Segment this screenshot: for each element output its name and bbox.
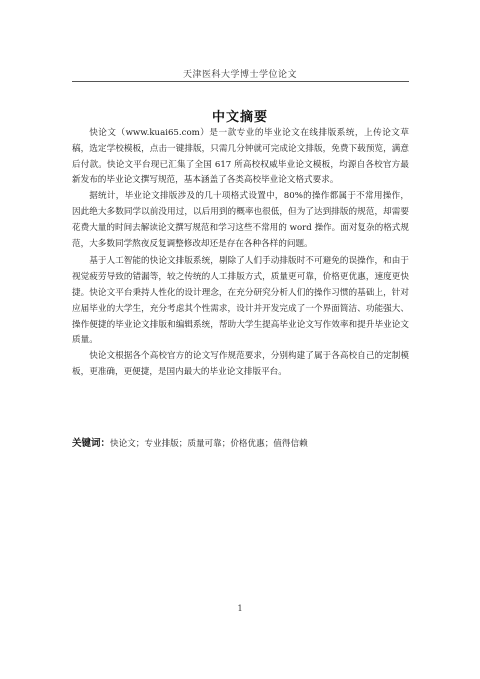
keywords-line [72,437,409,451]
header-rule [72,81,409,82]
abstract-body [72,126,409,381]
keywords-text: 快论文；专业排版；质量可靠；价格优惠；值得信赖 [110,439,308,449]
abstract-paragraph-1: 快论文（www.kuai65.com）是一款专业的毕业论文在线排版系统，上传论文草稿，选定学校模板，点击一键排版，只需几分钟就可完成论文排版，免费下载预览，满意后付款。快论文平台现已汇集了全国 617 所高校权威毕业论文模板，均源自各校官方最新发布的毕业论文撰写规范，基本涵盖了各类高校毕业论文格式要求。 [72,128,409,186]
running-header: 天津医科大学博士学位论文 [182,70,297,80]
abstract-paragraph-4: 快论文根据各个高校官方的论文写作规范要求，分别构建了属于各高校自己的定制模板，更准确，更便捷，是国内最大的毕业论文排版平台。 [72,351,409,377]
keywords-label: 关键词： [72,438,111,449]
abstract-paragraph-3: 基于人工智能的快论文排版系统，剔除了人们手动排版时不可避免的误操作，和由于视觉疲劳导致的错漏等，较之传统的人工排版方式，质量更可靠，价格更优惠，速度更快捷。快论文平台秉持人性化的设计理念，在充分研究分析人们的操作习惯的基础上，针对应届毕业的大学生，充分考虑其个性需求，设计并开发完成了一个界面简洁、功能强大、操作便捷的毕业论文排版和编辑系统，帮助大学生提高毕业论文写作效率和提升毕业论文质量。 [72,256,409,346]
page-number: 1 [237,604,243,613]
abstract-title: 中文摘要 [211,110,268,125]
abstract-paragraph-2: 据统计，毕业论文排版涉及的几十项格式设置中，80%的操作都属于不常用操作，因此绝大多数同学以前没用过，以后用到的概率也很低，但为了达到排版的规范，却需要花费大量的时间去解读论文撰写规范和学习这些不常用的 word 操作。面对复杂的格式规范，大多数同学熬夜反复调整修改却还是存在各种各样的问题。 [72,191,409,249]
